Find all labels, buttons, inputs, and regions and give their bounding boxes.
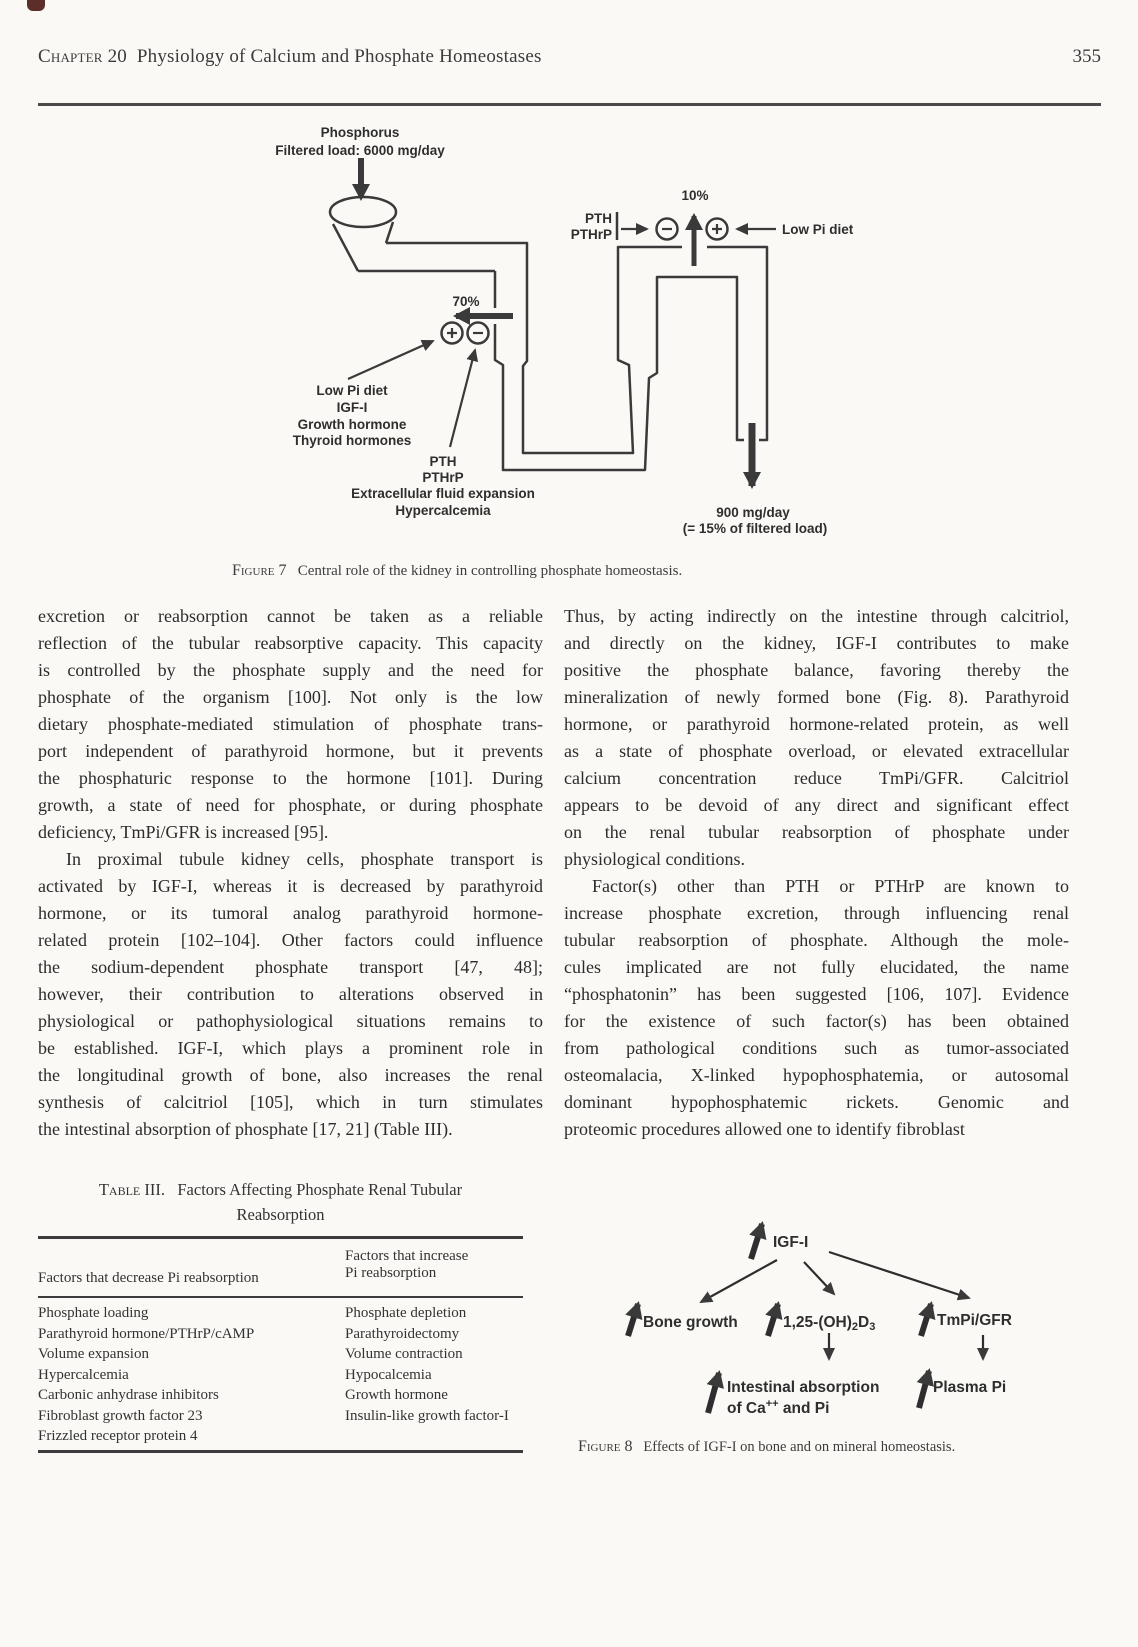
table-cell: Parathyroid hormone/PTHrP/cAMP: [38, 1325, 255, 1342]
text-line: the longitudinal growth of bone, also increases the renal: [38, 1065, 543, 1085]
text-line: Thus, by acting indirectly on the intestine through calcitriol,: [564, 606, 1069, 626]
text-line: activated by IGF-I, whereas it is decreased by parathyroid: [38, 876, 543, 896]
text-line: tubular reabsorption of phosphate. Although the mole-: [564, 930, 1069, 950]
paragraph: [38, 846, 543, 1143]
table-cell: Carbonic anhydrase inhibitors: [38, 1387, 219, 1403]
text-line: for the existence of such factor(s) has been obtained: [564, 1011, 1069, 1031]
igf-up-arrow: [751, 1224, 762, 1259]
figure8-caption-label: Figure 8: [578, 1438, 633, 1455]
figure8-caption-text: Effects of IGF-I on bone and on mineral homeostasis.: [643, 1439, 956, 1455]
inhibitor-3: Extracellular fluid expansion: [351, 486, 535, 501]
stimulator-1: Low Pi diet: [316, 383, 388, 398]
table3-col2-header-line1: Factors that increase: [345, 1248, 469, 1264]
table-cell: Insulin-like growth factor-I: [345, 1407, 509, 1424]
d3-label: 1,25-(OH)2D3: [783, 1314, 876, 1333]
text-line: excretion or reabsorption cannot be taken as a reliable: [38, 606, 543, 626]
figure7-caption-label: Figure 7: [232, 562, 287, 579]
intestinal-label-line2: of Ca++ and Pi: [727, 1398, 830, 1417]
table3-col1-header: Factors that decrease Pi reabsorption: [38, 1270, 259, 1286]
plus-sign: [712, 224, 722, 234]
body-left-column: [38, 603, 543, 1143]
stimulator-2: IGF-I: [336, 400, 368, 415]
text-line: osteomalacia, X-linked hypophosphatemia, or autosomal: [564, 1065, 1069, 1085]
chapter-label: Chapter 20: [38, 46, 127, 67]
stimulators-arrow: [348, 341, 433, 379]
phosphorus-label: Phosphorus: [320, 125, 400, 140]
igf-to-d3-arrow: [804, 1262, 834, 1294]
table-row: [38, 1344, 523, 1365]
stimulator-4: Thyroid hormones: [292, 433, 412, 448]
pthrp-label: PTHrP: [570, 227, 612, 242]
text-line: synthesis of calcitriol [105], which in turn stimulates: [38, 1092, 543, 1112]
table-row: [38, 1303, 523, 1324]
text-line: physiological or pathophysiological situations remains to: [38, 1011, 543, 1031]
chapter-title: Physiology of Calcium and Phosphate Homeostases: [136, 46, 542, 67]
tubule-outline-inner: [358, 271, 744, 470]
table3-col2-header-line2: Pi reabsorption: [345, 1265, 437, 1281]
figure8-caption: [578, 1438, 1068, 1456]
pct70-label: 70%: [452, 294, 480, 309]
text-line: as a state of phosphate overload, or elevated extracellular: [564, 741, 1069, 761]
text-line: dietary phosphate-mediated stimulation of phosphate trans-: [38, 714, 543, 734]
table3-title-line2: Reabsorption: [236, 1205, 325, 1224]
text-line: hormone, or its tumoral analog parathyroid hormone-: [38, 903, 543, 923]
text-line: phosphate of the organism [100]. Not only is the low: [38, 687, 543, 707]
output-percent-label: (= 15% of filtered load): [682, 521, 828, 536]
body-right-column: [564, 603, 1069, 1143]
figure8-igf-diagram: [570, 1165, 1070, 1433]
inhibitor-2: PTHrP: [422, 470, 464, 485]
page-number: 355: [1072, 46, 1101, 67]
text-line: reflection of the tubular reabsorptive capacity. This capacity: [38, 633, 543, 653]
text-line: the sodium-dependent phosphate transport [47, 48];: [38, 957, 543, 977]
text-line: and directly on the kidney, IGF-I contributes to make: [564, 633, 1069, 653]
text-line: cules implicated are not fully elucidated, the name: [564, 957, 1069, 977]
running-header: [38, 46, 542, 68]
table-cell: Frizzled receptor protein 4: [38, 1428, 198, 1444]
tubule-outline-outer: [386, 243, 767, 453]
table-cell: Phosphate depletion: [345, 1305, 467, 1321]
paragraph: [564, 603, 1069, 873]
text-line: proteomic procedures allowed one to identify fibroblast: [564, 1119, 965, 1139]
text-line: positive the phosphate balance, favoring thereby the: [564, 660, 1069, 680]
paragraph: [38, 603, 543, 846]
pth-label: PTH: [585, 211, 612, 226]
tmpi-up-arrow: [921, 1304, 931, 1336]
text-line: hormone, or parathyroid hormone-related protein, as well: [564, 714, 1069, 734]
igf-to-bone-arrow: [701, 1260, 777, 1302]
igf-to-tmpi-arrow: [829, 1252, 969, 1298]
table3-label: Table III.: [98, 1180, 165, 1199]
table-cell: Fibroblast growth factor 23: [38, 1407, 203, 1424]
inhibitor-1: PTH: [429, 454, 457, 469]
inhibitor-4: Hypercalcemia: [395, 503, 491, 518]
table3-title: [38, 1177, 523, 1227]
intestinal-up-arrow: [708, 1373, 719, 1413]
text-line: be established. IGF-I, which plays a prominent role in: [38, 1038, 543, 1058]
bone-growth-up-arrow: [628, 1304, 638, 1336]
text-line: dominant hypophosphatemic rickets. Genomic and: [564, 1092, 1069, 1112]
text-line: deficiency, TmPi/GFR is increased [95].: [38, 822, 329, 842]
text-line: on the renal tubular reabsorption of phosphate under: [564, 822, 1069, 842]
low-pi-diet-label: Low Pi diet: [782, 222, 854, 237]
table-cell: Hypercalcemia: [38, 1366, 129, 1383]
figure7-caption: [232, 562, 932, 580]
plasma-up-arrow: [919, 1371, 929, 1408]
stimulator-3: Growth hormone: [297, 417, 407, 432]
table3-bottom-rule: [38, 1450, 523, 1453]
text-line: is controlled by the phosphate supply and the need for: [38, 660, 543, 680]
output-amount-label: 900 mg/day: [716, 505, 790, 520]
plus-sign: [447, 328, 457, 338]
table-row: [38, 1324, 523, 1345]
table-cell: Phosphate loading: [38, 1305, 149, 1321]
d3-up-arrow: [768, 1304, 778, 1336]
table3-body: [38, 1303, 523, 1447]
table-cell: Hypocalcemia: [345, 1366, 432, 1383]
funnel-left-side: [333, 224, 358, 271]
table-row: [38, 1426, 523, 1447]
inhibitors-arrow: [450, 350, 475, 447]
plasma-pi-label: Plasma Pi: [933, 1379, 1007, 1396]
table-row: [38, 1365, 523, 1386]
text-line: appears to be devoid of any direct and significant effect: [564, 795, 1069, 815]
text-line: calcium concentration reduce TmPi/GFR. Calcitriol: [564, 768, 1069, 788]
text-line: growth, a state of need for phosphate, or during phosphate: [38, 795, 543, 815]
text-line: “phosphatonin” has been suggested [106, 107]. Evidence: [564, 984, 1069, 1004]
table-row: [38, 1406, 523, 1427]
funnel-right-side: [386, 222, 393, 243]
tmpi-label: TmPi/GFR: [937, 1312, 1012, 1329]
filtered-load-label: Filtered load: 6000 mg/day: [275, 143, 445, 158]
text-line: increase phosphate excretion, through influencing renal: [564, 903, 1069, 923]
text-line: the phosphaturic response to the hormone [101]. During: [38, 768, 543, 788]
table3-title-line1: Factors Affecting Phosphate Renal Tubular: [177, 1180, 463, 1199]
table-cell: Volume expansion: [38, 1346, 149, 1362]
figure7-nephron-diagram: [230, 100, 940, 570]
igf-label: IGF-I: [773, 1234, 809, 1251]
text-line: In proximal tubule kidney cells, phosphate transport is: [66, 849, 543, 869]
intestinal-label-line1: Intestinal absorption: [727, 1379, 880, 1396]
glomerulus-funnel: [330, 197, 396, 227]
table3-col2-header: [345, 1248, 468, 1282]
table-row: [38, 1385, 523, 1406]
figure7-caption-text: Central role of the kidney in controlling phosphate homeostasis.: [297, 563, 683, 579]
text-line: physiological conditions.: [564, 849, 745, 869]
text-line: port independent of parathyroid hormone, but it prevents: [38, 741, 543, 761]
table3-mid-rule: [38, 1296, 523, 1298]
table-cell: Parathyroidectomy: [345, 1325, 460, 1342]
table3-top-rule: [38, 1236, 523, 1239]
paragraph: [564, 873, 1069, 1143]
bone-growth-label: Bone growth: [643, 1314, 738, 1331]
text-line: Factor(s) other than PTH or PTHrP are known to: [592, 876, 1069, 896]
pct10-label: 10%: [681, 188, 709, 203]
scan-artifact-mark: [27, 0, 45, 11]
text-line: mineralization of newly formed bone (Fig. 8). Parathyroid: [564, 687, 1069, 707]
table-cell: Volume contraction: [345, 1346, 463, 1362]
table-cell: Growth hormone: [345, 1387, 448, 1403]
text-line: however, their contribution to alterations observed in: [38, 984, 543, 1004]
text-line: related protein [102–104]. Other factors could influence: [38, 930, 543, 950]
text-line: from pathological conditions such as tumor-associated: [564, 1038, 1069, 1058]
text-line: the intestinal absorption of phosphate [17, 21] (Table III).: [38, 1119, 453, 1139]
